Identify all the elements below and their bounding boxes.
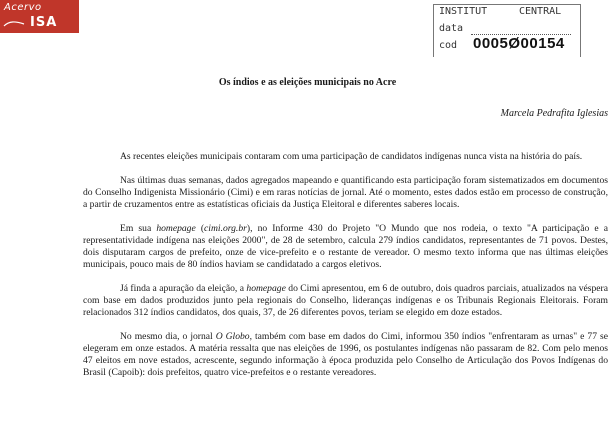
paragraph-4	[83, 283, 608, 319]
paragraph-2: Nas últimas duas semanas, dados agregados mapeando e quantificando esta participação foram sistematizados em documentos do Conselho Indigenista Missionário (Cimi) e em raras notícias de jornal. Até o momento, estes dados estão em processo de construção, a partir de cruzamentos entre as estatísticas oficiais da Justiça Eleitoral e diferentes saberes locais.	[83, 175, 608, 210]
stamp-institution-label: INSTITUT	[439, 6, 488, 17]
stamp-code-value: 0005Ø00154	[473, 35, 565, 52]
paragraph-3-site: cimi.org.br	[204, 223, 247, 234]
logo-text-acervo: Acervo	[4, 2, 42, 13]
archive-stamp	[433, 4, 581, 56]
stamp-date-label: data	[439, 23, 464, 34]
paragraph-5-text-b: , também com base em dados do Cimi, informou 350 índios "enfrentaram as urnas" e 77 se elegeram em onze estados. A matéria ressalta que nas eleições de 1996, os postulantes indígenas não passaram de 82. Com pelo menos 47 eleitos em nove estados, acrescente, segundo informação à época produzida pelo Conselho de Articulação dos Povos Indígenas do Brasil (Capoib): dois prefeitos, quatro vice-prefeitos e o restante vereadores.	[83, 331, 608, 378]
stamp-code-label: cod	[439, 40, 458, 51]
paragraph-3-text-c: ), no Informe 430 do Projeto "O Mundo que nos rodeia, o texto "A participação e a representatividade indígena nas eleições 2000", de 28 de setembro, calcula 279 índios candidatos, representantes de 71 povos. Destes, dois disputaram cargos de prefeito, onze de vice-prefeito e o restante de vereador. O mesmo texto informa que nas últimas eleições municipais, pouco mais de 80 índios haviam se candidatado a cargos eletivos.	[83, 223, 608, 270]
document-title: Os índios e as eleições municipais no Acre	[218, 77, 397, 88]
paragraph-5-globo: O Globo	[215, 331, 250, 342]
stamp-central-label: CENTRAL	[519, 6, 562, 17]
paragraph-1: As recentes eleições municipais contaram com uma participação de candidatos indígenas nunca vista na história do país.	[120, 151, 583, 162]
paragraph-3	[83, 223, 608, 271]
logo-text-isa: ISA	[30, 15, 58, 30]
paragraph-3-text-a: Em sua	[120, 223, 157, 234]
paragraph-3-homepage: homepage	[156, 223, 196, 234]
paragraph-3-text-b: (	[195, 223, 205, 234]
paragraph-4-text-b: do Cimi apresentou, em 6 de outubro, dois quadros parciais, atualizados na véspera com base em dados produzidos junto pela regionais do Conselho, lideranças indígenas e os Tribunais Regionais Eleitorais. Foram relacionados 312 índios candidatos, dos quais, 37, de 26 diferentes povos, teriam se elegido em doze estados.	[83, 283, 608, 318]
paragraph-4-homepage: homepage	[246, 283, 286, 294]
document-body	[83, 151, 608, 391]
paragraph-5	[83, 331, 608, 379]
document-author: Marcela Pedrafita Iglesias	[500, 108, 608, 119]
acervo-isa-logo	[0, 0, 79, 33]
paragraph-5-text-a: No mesmo dia, o jornal	[120, 331, 216, 342]
logo-swoosh-icon	[3, 20, 25, 28]
paragraph-4-text-a: Já finda a apuração da eleição, a	[120, 283, 247, 294]
